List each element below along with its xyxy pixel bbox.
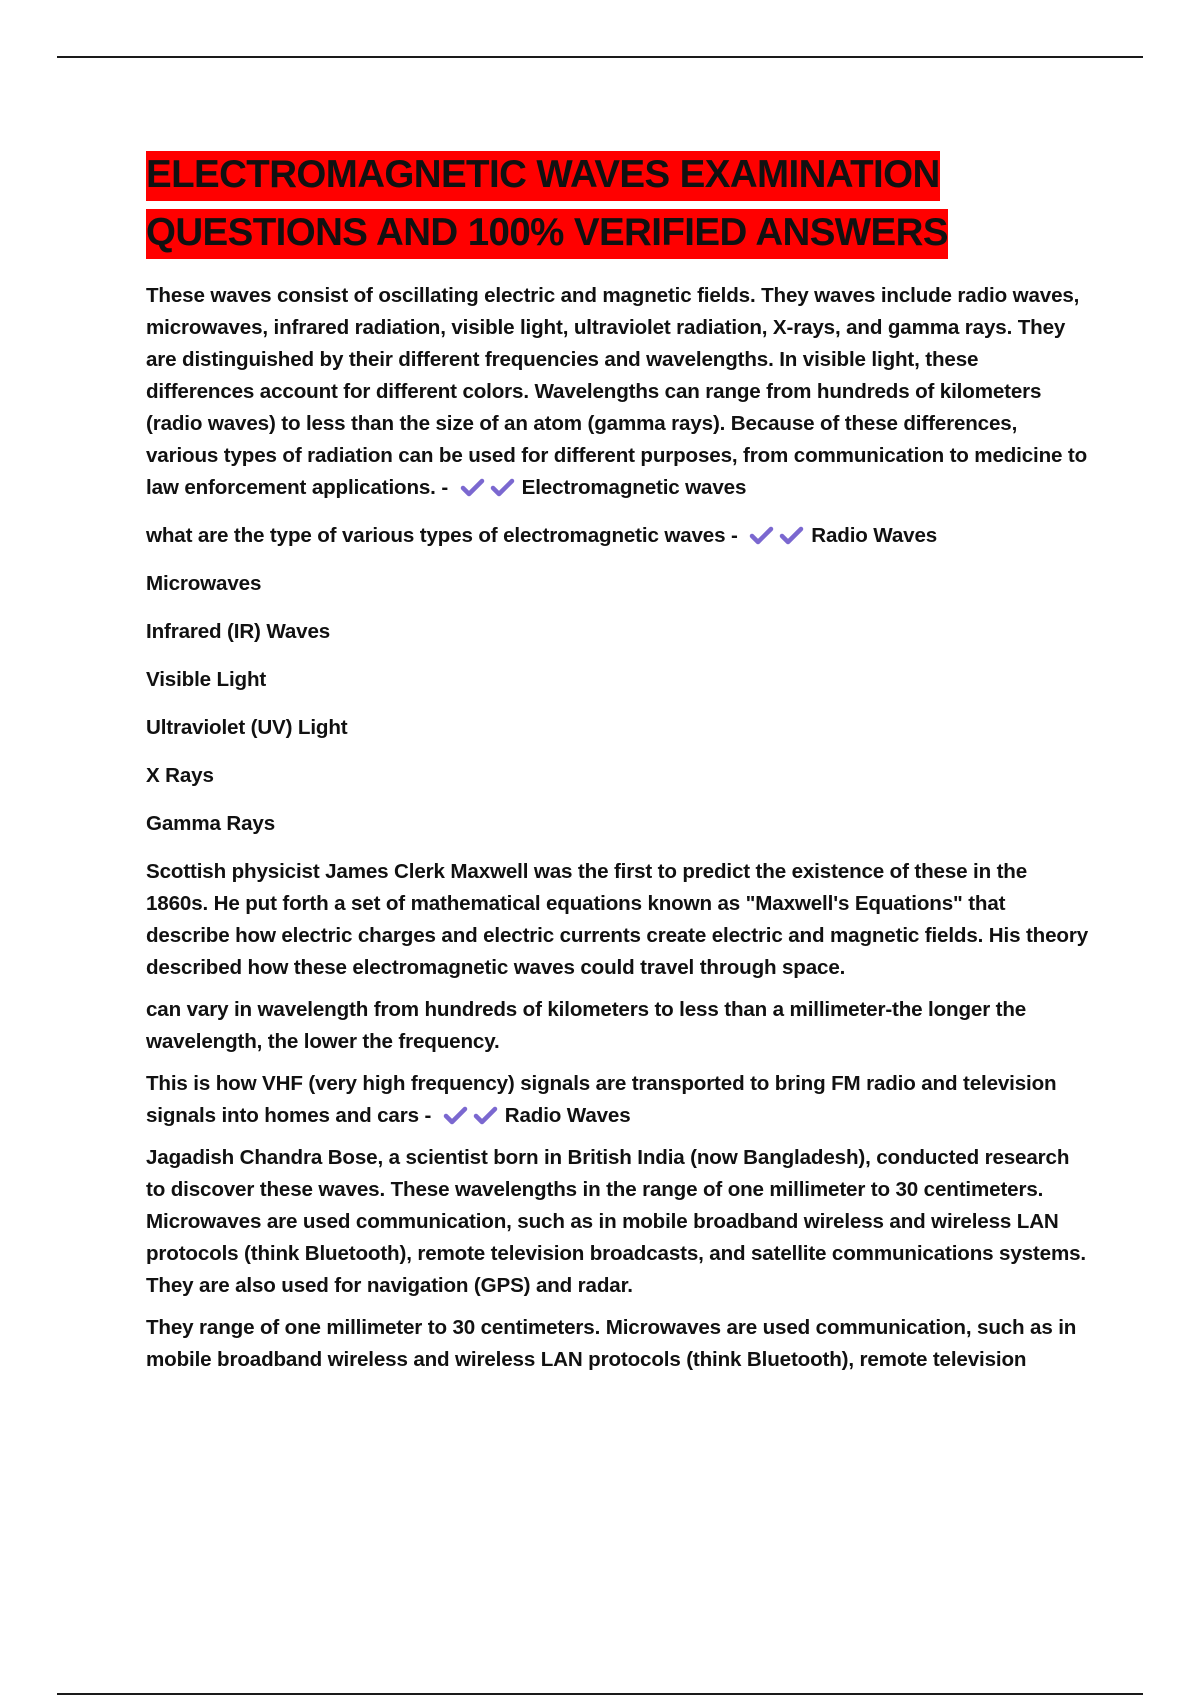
title-line-1: ELECTROMAGNETIC WAVES EXAMINATION xyxy=(146,151,940,201)
list-item: Microwaves xyxy=(146,572,262,595)
list-item: Infrared (IR) Waves xyxy=(146,620,331,643)
bose-paragraph: Jagadish Chandra Bose, a scientist born in British India (now Bangladesh), conducted research to discover these waves. These wavelengths in the range of one millimeter to 30 centimeters. Microwaves are used communication, such as in mobile broadband wireless and wireless LAN protocols (think Bluetooth), remote television broadcasts, and satellite communications systems. They are also used for navigation (GPS) and radar. xyxy=(146,1146,1086,1297)
answer-text: Radio Waves xyxy=(504,1104,631,1127)
answer-text: Radio Waves xyxy=(811,524,938,547)
title-line-2: QUESTIONS AND 100% VERIFIED ANSWERS xyxy=(146,209,948,259)
double-check-icon xyxy=(749,523,807,547)
question-paragraph-3: can vary in wavelength from hundreds of kilometers to less than a millimeter-the longer the wavelength, the lower the frequency. xyxy=(146,998,1027,1053)
page-title xyxy=(146,146,1091,262)
list-item: Ultraviolet (UV) Light xyxy=(146,716,348,739)
answer-text: Electromagnetic waves xyxy=(521,476,747,499)
question-text: This is how VHF (very high frequency) signals are transported to bring FM radio and television signals into homes and cars - xyxy=(146,1072,1057,1127)
question-paragraph-2 xyxy=(146,520,1091,552)
question-text: what are the type of various types of electromagnetic waves - xyxy=(146,524,738,547)
question-paragraph-1 xyxy=(146,280,1091,504)
double-check-icon xyxy=(460,475,518,499)
maxwell-paragraph: Scottish physicist James Clerk Maxwell was the first to predict the existence of these in the 1860s. He put forth a set of mathematical equations known as "Maxwell's Equations" that describe how electric charges and electric currents create electric and magnetic fields. His theory described how these electromagnetic waves could travel through space. xyxy=(146,860,1089,979)
bottom-rule xyxy=(57,1693,1143,1695)
last-paragraph: They range of one millimeter to 30 centimeters. Microwaves are used communication, such as in mobile broadband wireless and wireless LAN protocols (think Bluetooth), remote television xyxy=(146,1316,1077,1371)
question-text: These waves consist of oscillating electric and magnetic fields. They waves include radio waves, microwaves, infrared radiation, visible light, ultraviolet radiation, X-rays, and gamma rays. They are distinguished by their different frequencies and wavelengths. In visible light, these differences account for different colors. Wavelengths can range from hundreds of kilometers (radio waves) to less than the size of an atom (gamma rays). Because of these differences, various types of radiation can be used for different purposes, from communication to medicine to law enforcement applications. - xyxy=(146,284,1088,499)
list-item: Gamma Rays xyxy=(146,812,276,835)
question-paragraph-4 xyxy=(146,1068,1091,1132)
list-item: Visible Light xyxy=(146,668,267,691)
double-check-icon xyxy=(443,1103,501,1127)
top-rule xyxy=(57,56,1143,58)
document-body xyxy=(146,146,1091,1376)
list-item: X Rays xyxy=(146,764,214,787)
